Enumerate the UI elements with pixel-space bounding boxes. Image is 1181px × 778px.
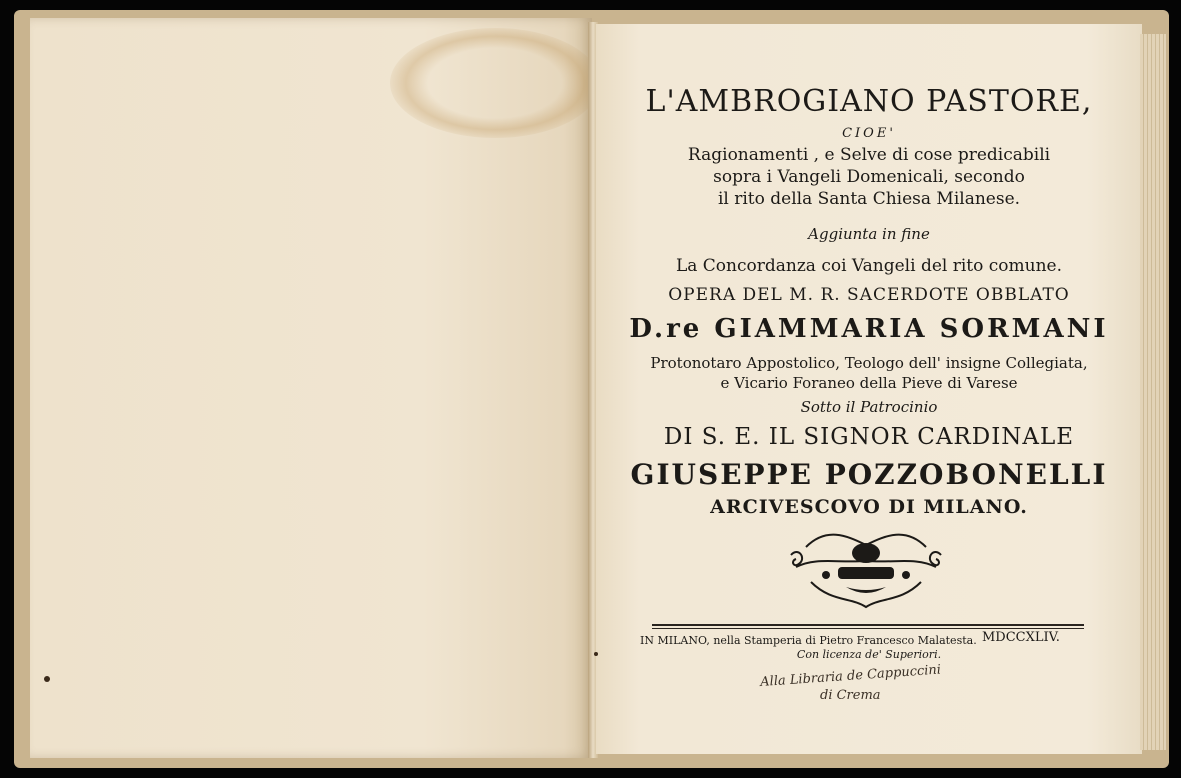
aggiunta-line: Aggiunta in fine (808, 225, 930, 243)
book-title: L'AMBROGIANO PASTORE, (645, 84, 1093, 119)
handwritten-inscription-1: Alla Libraria de Cappuccini (759, 662, 942, 691)
subtitle-line-3: il rito della Santa Chiesa Milanese. (717, 189, 1021, 209)
printers-ornament (786, 527, 946, 609)
subtitle-line-1: Ragionamenti , e Selve di cose predicabili (687, 145, 1051, 165)
top-rule (652, 624, 1084, 626)
water-stain (390, 28, 600, 138)
patron-title: ARCIVESCOVO DI MILANO. (710, 496, 1028, 518)
left-blank-page (30, 18, 592, 758)
concordanza-line: La Concordanza coi Vangeli del rito comune. (675, 256, 1063, 276)
author-name: D.re GIAMMARIA SORMANI (629, 314, 1109, 344)
top-rule-thin (652, 628, 1084, 629)
patrocinio-line: Sotto il Patrocinio (800, 398, 938, 416)
imprint-year: MDCCXLIV. (982, 630, 1060, 645)
author-title-line-2: e Vicario Foraneo della Pieve di Varese (720, 374, 1018, 392)
patron-line: DI S. E. IL SIGNOR CARDINALE (663, 424, 1075, 450)
handwritten-inscription-2: di Crema (820, 688, 881, 703)
page-edges (1140, 34, 1166, 750)
licenza-line: Con licenza de' Superiori. (796, 648, 942, 661)
imprint-line: IN MILANO, nella Stamperia di Pietro Francesco Malatesta. (640, 634, 977, 647)
patron-name: GIUSEPPE POZZOBONELLI (630, 458, 1108, 491)
subtitle-line-2: sopra i Vangeli Domenicali, secondo (713, 167, 1025, 187)
opera-line: OPERA DEL M. R. SACERDOTE OBBLATO (668, 285, 1070, 305)
page-spot (44, 676, 50, 682)
author-title-line-1: Protonotaro Appostolico, Teologo dell' insigne Collegiata, (650, 354, 1088, 372)
cioe-label: CIOE' (842, 126, 896, 141)
